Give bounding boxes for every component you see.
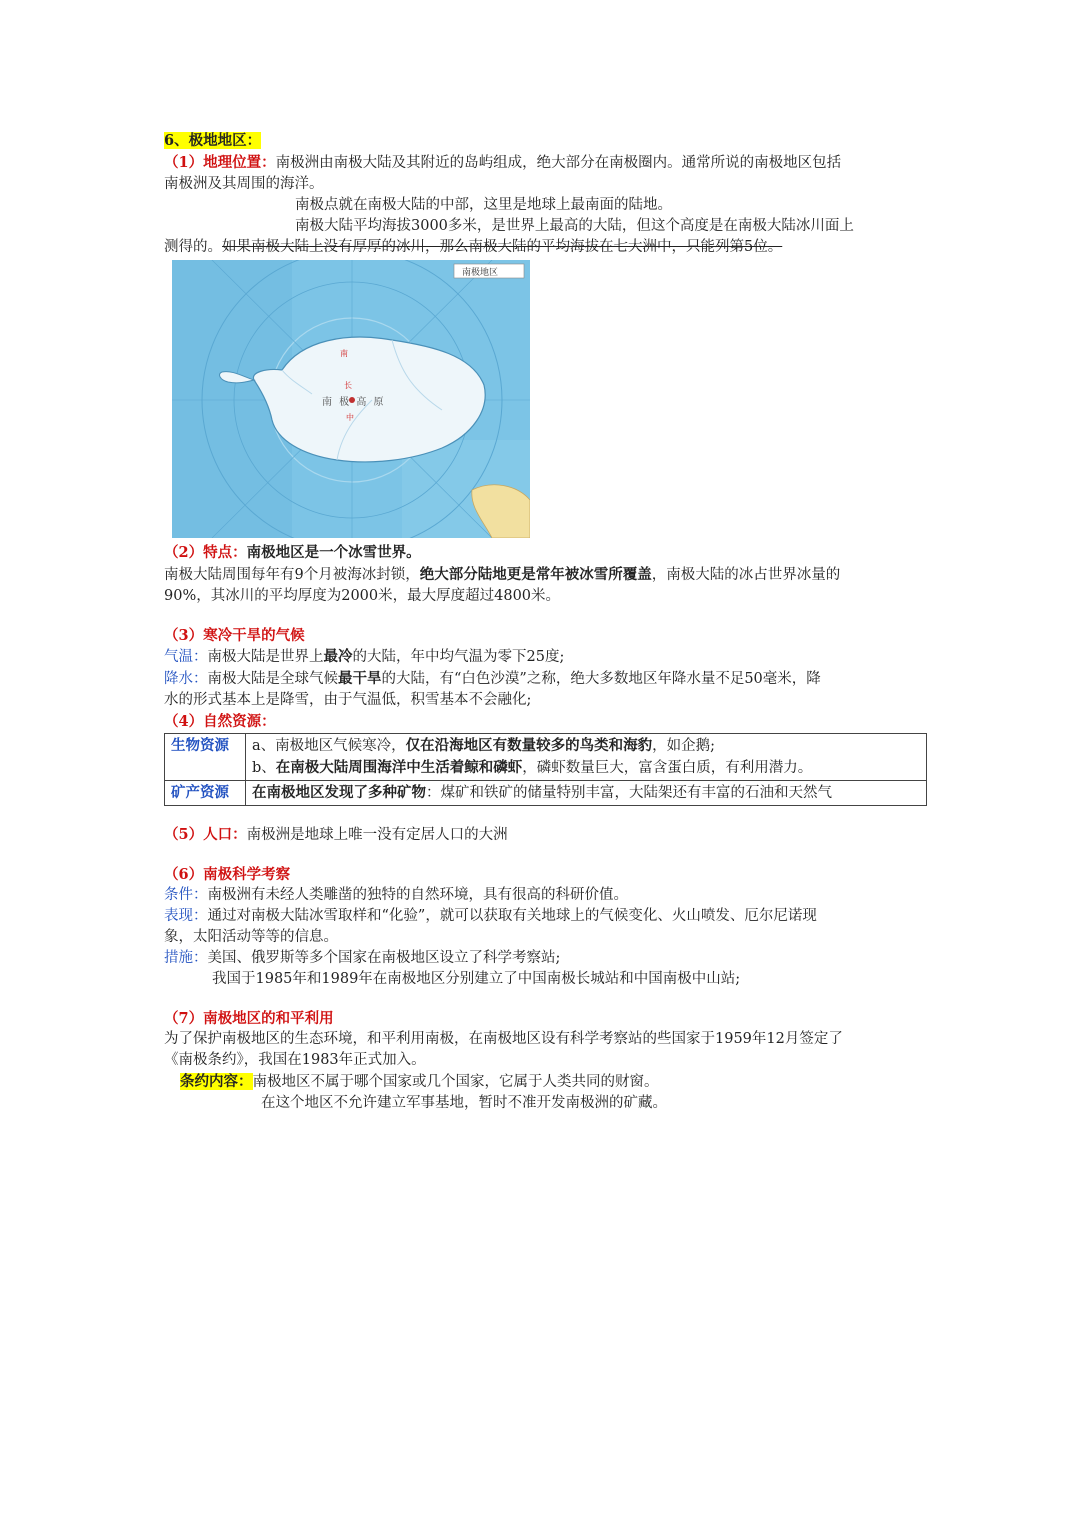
peace-label: （7）南极地区的和平利用 xyxy=(164,1010,334,1027)
bio-1a: a、南极地区气候寒冷， xyxy=(252,738,406,754)
treaty-line2: 在这个地区不允许建立军事基地，暂时不准开发南极洲的矿藏。 xyxy=(261,1095,667,1111)
climate-temp xyxy=(164,646,920,668)
location-label: （1）地理位置： xyxy=(164,154,276,171)
location-line4: 南极大陆平均海拔3000多米，是世界上最高的大陆，但这个高度是在南极大陆冰川面上 xyxy=(295,218,854,234)
treaty1-text: 南极地区不属于哪个国家或几个国家，它属于人类共同的财窗。 xyxy=(252,1074,659,1090)
peace-line2: 《南极条约》，我国在1983年正式加入。 xyxy=(164,1052,426,1068)
climate-precip xyxy=(164,668,920,690)
features-headline: 南极地区是一个冰雪世界。 xyxy=(246,544,421,561)
table-row xyxy=(165,781,927,806)
resource-key-bio: 生物资源 xyxy=(165,734,246,781)
precip-label: 降水： xyxy=(164,671,208,687)
min-1a: 在南极地区发现了多种矿物 xyxy=(252,784,426,801)
table-row xyxy=(165,734,927,781)
precip-c: 的大陆，有“白色沙漠”之称，绝大多数地区年降水量不足50毫米，降 xyxy=(381,671,821,687)
temp-c: 的大陆，年中均气温为零下25度; xyxy=(352,649,565,665)
climate-label: （3）寒冷干旱的气候 xyxy=(164,627,305,644)
features-line1 xyxy=(164,564,920,586)
treaty-line1 xyxy=(164,1071,920,1093)
min-1c: ：煤矿和铁矿的储量特别丰富，大陆架还有丰富的石油和天然气 xyxy=(426,785,832,801)
map-title: 南极地区 xyxy=(462,268,499,278)
research-perf-line2: 象，太阳活动等等的信息。 xyxy=(164,929,338,945)
research-perf xyxy=(164,906,920,927)
location-line5-a: 测得的。 xyxy=(164,239,222,255)
bio-2a: b、 xyxy=(252,760,276,776)
research-cond xyxy=(164,885,920,906)
resource-key-mineral: 矿产资源 xyxy=(165,781,246,806)
document-page xyxy=(164,130,920,1114)
bio-2b: 在南极大陆周围海洋中生活着鲸和磷虾 xyxy=(275,759,523,776)
features-line1-a: 南极大陆周围每年有9个月被海冰封锁， xyxy=(164,567,420,583)
precip-a: 南极大陆是全球气候 xyxy=(207,671,338,687)
antarctica-map xyxy=(172,260,530,538)
bio-2c: ，磷虾数量巨大，富含蛋白质，有利用潜力。 xyxy=(522,760,813,776)
temp-a: 南极大陆是世界上 xyxy=(207,649,324,665)
bio-1b: 仅在沿海地区有数量较多的鸟类和海豹 xyxy=(405,737,653,754)
resources-label: （4）自然资源： xyxy=(164,713,276,730)
bio-1c: ，如企鹅; xyxy=(652,738,716,754)
research-label: （6）南极科学考察 xyxy=(164,866,291,883)
section-title-line xyxy=(164,130,920,152)
location-line5 xyxy=(164,237,920,258)
population-para xyxy=(164,824,920,846)
climate-precip-line2: 水的形式基本上是降雪，由于气温低，积雪基本不会融化; xyxy=(164,692,532,708)
features-para xyxy=(164,542,920,564)
precip-b: 最干旱 xyxy=(338,670,382,687)
temp-b: 最冷 xyxy=(323,648,353,665)
features-line1-b: 绝大部分陆地更是常年被冰雪所覆盖 xyxy=(419,566,652,583)
meas-label: 措施： xyxy=(164,950,208,966)
perf-text: 通过对南极大陆冰雪取样和“化验”，就可以获取有关地球上的气候变化、火山喷发、厄尔尼诺现 xyxy=(207,908,817,924)
location-line3: 南极点就在南极大陆的中部，这里是地球上最南面的陆地。 xyxy=(295,197,672,213)
features-label: （2）特点： xyxy=(164,544,247,561)
research-meas xyxy=(164,948,920,969)
research-meas-line2: 我国于1985年和1989年在南极地区分别建立了中国南极长城站和中国南极中山站; xyxy=(212,971,741,987)
location-line1: 南极洲由南极大陆及其附近的岛屿组成，绝大部分在南极圈内。通常所说的南极地区包括 xyxy=(275,155,842,171)
svg-text:南: 南 xyxy=(340,349,348,358)
population-text: 南极洲是地球上唯一没有定居人口的大洲 xyxy=(246,827,508,843)
location-line5-struck: 如果南极大陆上没有厚厚的冰川，那么南极大陆的平均海拔在七大洲中，只能列第5位。 xyxy=(222,239,783,255)
location-para xyxy=(164,152,920,174)
peace-line1: 为了保护南极地区的生态环境，和平利用南极，在南极地区设有科学考察站的些国家于1959年12月签定了 xyxy=(164,1031,843,1047)
temp-label: 气温： xyxy=(164,649,208,665)
cond-label: 条件： xyxy=(164,887,208,903)
resources-table xyxy=(164,733,927,806)
svg-text:中: 中 xyxy=(346,413,354,422)
resource-value-bio xyxy=(246,734,927,781)
features-line2: 90%，其冰川的平均厚度为2000米，最大厚度超过4800米。 xyxy=(164,588,561,604)
location-line2: 南极洲及其周围的海洋。 xyxy=(164,176,324,192)
population-label: （5）人口： xyxy=(164,826,247,843)
perf-label: 表现： xyxy=(164,908,208,924)
map-graphic xyxy=(172,260,530,538)
map-land-label: 南 极 高 原 xyxy=(322,397,386,408)
section-title: 6、极地地区： xyxy=(164,132,262,149)
svg-text:长: 长 xyxy=(344,381,352,390)
treaty-label: 条约内容： xyxy=(180,1073,253,1090)
resource-value-mineral xyxy=(246,781,927,806)
meas-text: 美国、俄罗斯等多个国家在南极地区设立了科学考察站; xyxy=(207,950,561,966)
features-line1-c: ，南极大陆的冰占世界冰量的 xyxy=(651,567,841,583)
cond-text: 南极洲有未经人类雕凿的独特的自然环境，具有很高的科研价值。 xyxy=(207,887,628,903)
